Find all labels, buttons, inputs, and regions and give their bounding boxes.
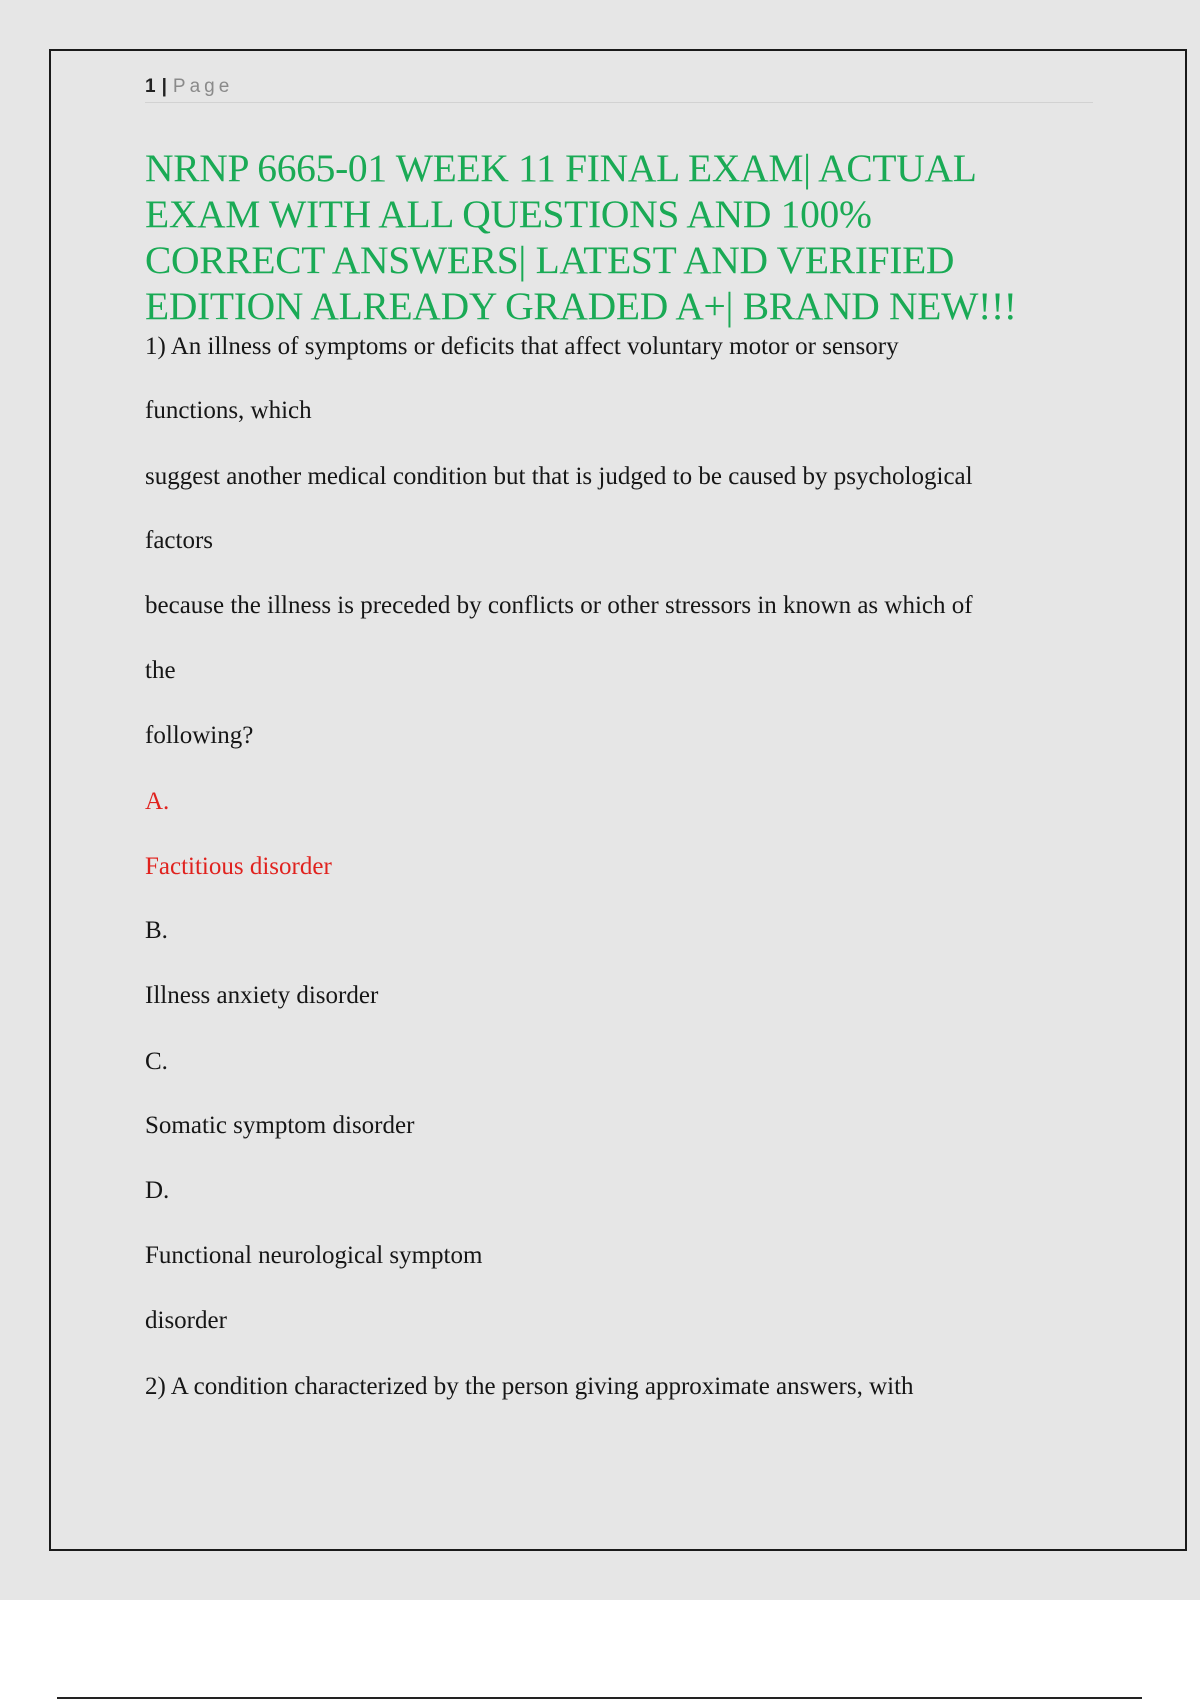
question-1-line: factors [145,527,214,554]
option-c-letter: C. [145,1048,168,1075]
option-d-letter: D. [145,1177,170,1204]
option-d-text: Functional neurological symptom [145,1242,483,1269]
page-number: 1 [145,76,156,97]
question-1-line: suggest another medical condition but that is judged to be caused by psychological [145,463,973,490]
option-c-text: Somatic symptom disorder [145,1112,415,1139]
footer-rule [57,1697,1142,1699]
question-1-line: 1) An illness of symptoms or deficits that affect voluntary motor or sensory [145,333,899,360]
question-1-line: the [145,657,176,684]
title-line: NRNP 6665-01 WEEK 11 FINAL EXAM| ACTUAL [145,146,977,190]
option-b-letter: B. [145,917,168,944]
option-d-text-continued: disorder [145,1307,227,1334]
title-line: EDITION ALREADY GRADED A+| BRAND NEW!!! [145,284,1017,328]
header-separator: | [161,76,167,97]
question-1-line: following? [145,722,254,749]
page-label: Page [172,76,234,97]
document-title [145,145,1105,329]
option-a-letter: A. [145,788,170,815]
question-1-line: functions, which [145,397,312,424]
question-2-line: 2) A condition characterized by the person giving approximate answers, with [145,1373,914,1400]
title-line: CORRECT ANSWERS| LATEST AND VERIFIED [145,238,955,282]
option-b-text: Illness anxiety disorder [145,982,379,1009]
question-1-line: because the illness is preceded by conflicts or other stressors in known as which of [145,592,973,619]
option-a-text: Factitious disorder [145,853,332,880]
title-line: EXAM WITH ALL QUESTIONS AND 100% [145,192,872,236]
page-header [145,74,1093,103]
